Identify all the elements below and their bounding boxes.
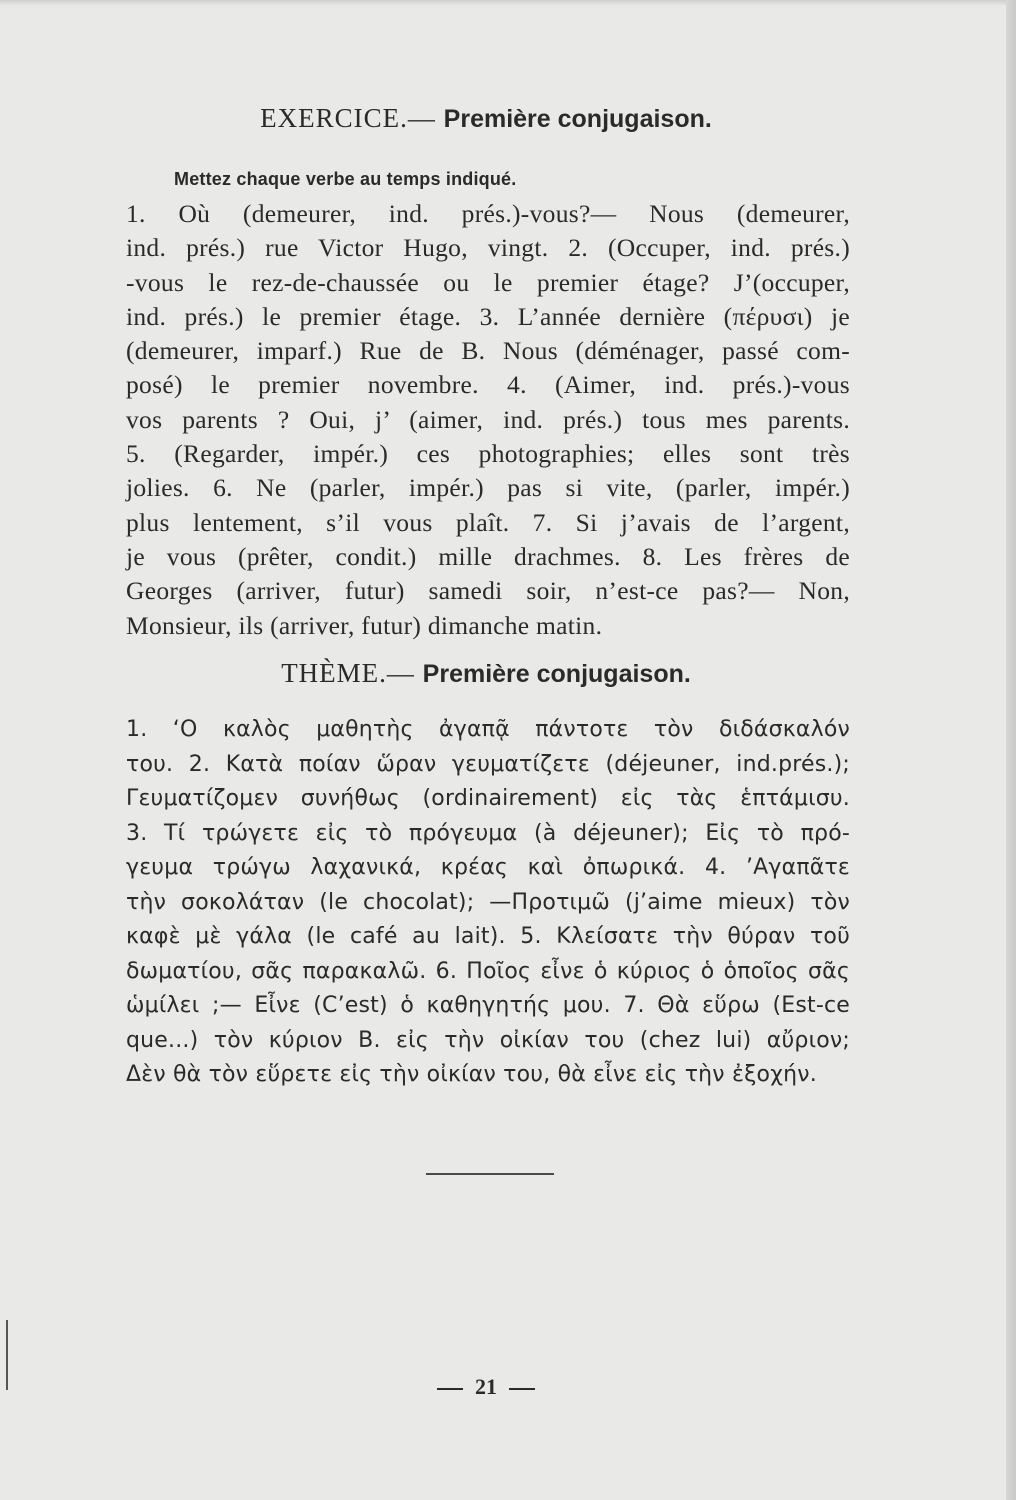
theme-line: 3. Τί τρώγετε εἰς τὸ πρόγευμα (à déjeuner); Εἰς τὸ πρό-	[126, 820, 850, 846]
exercise-line: Georges (arriver, futur) samedi soir, n’est-ce pas?— Non,	[126, 576, 850, 606]
section-divider	[426, 1173, 554, 1175]
exercise-line: ind. prés.) le premier étage. 3. L’année dernière (πέρυσι) je	[126, 301, 850, 331]
exercise-line: vos parents ? Oui, j’ (aimer, ind. prés.) tous mes parents.	[126, 404, 850, 434]
exercise-line: Monsieur, ils (arriver, futur) dimanche matin.	[126, 610, 603, 640]
page-right-edge	[1006, 0, 1016, 1500]
exercise-line: jolies. 6. Ne (parler, impér.) pas si vite, (parler, impér.)	[126, 473, 850, 503]
theme-line: γευμα τρώγω λαχανικά, κρέας καὶ ὀπωρικά. 4. ’Αγαπᾶτε	[126, 855, 850, 880]
exercise-title-bold: Première conjugaison.	[443, 105, 712, 133]
exercise-paragraph	[126, 197, 850, 643]
theme-line: δωματίου, σᾶς παρακαλῶ. 6. Ποῖος εἶνε ὁ κύριος ὁ ὁποῖος σᾶς	[126, 958, 850, 984]
exercise-title	[0, 103, 972, 134]
theme-title	[0, 658, 972, 689]
theme-line: του. 2. Κατὰ ποίαν ὥραν γευματίζετε (déjeuner, ind.prés.);	[126, 751, 850, 777]
theme-paragraph	[126, 713, 850, 1093]
theme-line: ὡμίλει ;— Εἶνε (C’est) ὁ καθηγητής μου. 7. Θὰ εὕρω (Est-ce	[126, 993, 850, 1018]
page-number-dash-left	[437, 1388, 463, 1390]
exercise-instruction: Mettez chaque verbe au temps indiqué.	[174, 169, 517, 189]
exercise-line: ind. prés.) rue Victor Hugo, vingt. 2. (Occuper, ind. prés.)	[126, 233, 850, 263]
theme-title-bold: Première conjugaison.	[422, 660, 691, 688]
theme-line: que...) τὸν κύριον Β. εἰς τὴν οἰκίαν του (chez lui) αὔριον;	[126, 1027, 850, 1053]
page-number-value: 21	[475, 1374, 497, 1399]
page-number	[0, 1374, 972, 1400]
theme-title-prefix: THÈME.—	[281, 658, 423, 688]
theme-line: 1. ‘Ο καλὸς μαθητὴς ἀγαπᾷ πάντοτε τὸν διδάσκαλόν	[126, 717, 850, 742]
theme-line: Γευματίζομεν συνήθως (ordinairement) εἰς τὰς ἑπτάμισυ.	[126, 786, 850, 811]
exercise-line: plus lentement, s’il vous plaît. 7. Si j’avais de l’argent,	[126, 507, 850, 537]
page-top-edge	[0, 0, 1016, 6]
exercise-line: je vous (prêter, condit.) mille drachmes. 8. Les frères de	[126, 541, 850, 571]
exercise-line: 1. Où (demeurer, ind. prés.)-vous?— Nous (demeurer,	[126, 199, 850, 228]
theme-line: Δὲν θὰ τὸν εὕρετε εἰς τὴν οἰκίαν του, θὰ εἶνε εἰς τὴν ἐξοχήν.	[126, 1062, 817, 1087]
theme-line: καφὲ μὲ γάλα (le café au lait). 5. Κλείσατε τὴν θύραν τοῦ	[126, 924, 850, 949]
exercise-line: posé) le premier novembre. 4. (Aimer, ind. prés.)-vous	[126, 370, 850, 400]
theme-line: τὴν σοκολάταν (le chocolat); —Προτιμῶ (j’aime mieux) τὸν	[126, 889, 850, 915]
exercise-title-prefix: EXERCICE.—	[260, 103, 444, 133]
exercise-line: -vous le rez-de-chaussée ou le premier étage? J’(occuper,	[126, 267, 850, 297]
exercise-line: (demeurer, imparf.) Rue de B. Nous (déménager, passé com-	[126, 336, 850, 366]
exercise-line: 5. (Regarder, impér.) ces photographies; elles sont très	[126, 439, 850, 469]
page-number-dash-right	[509, 1388, 535, 1390]
